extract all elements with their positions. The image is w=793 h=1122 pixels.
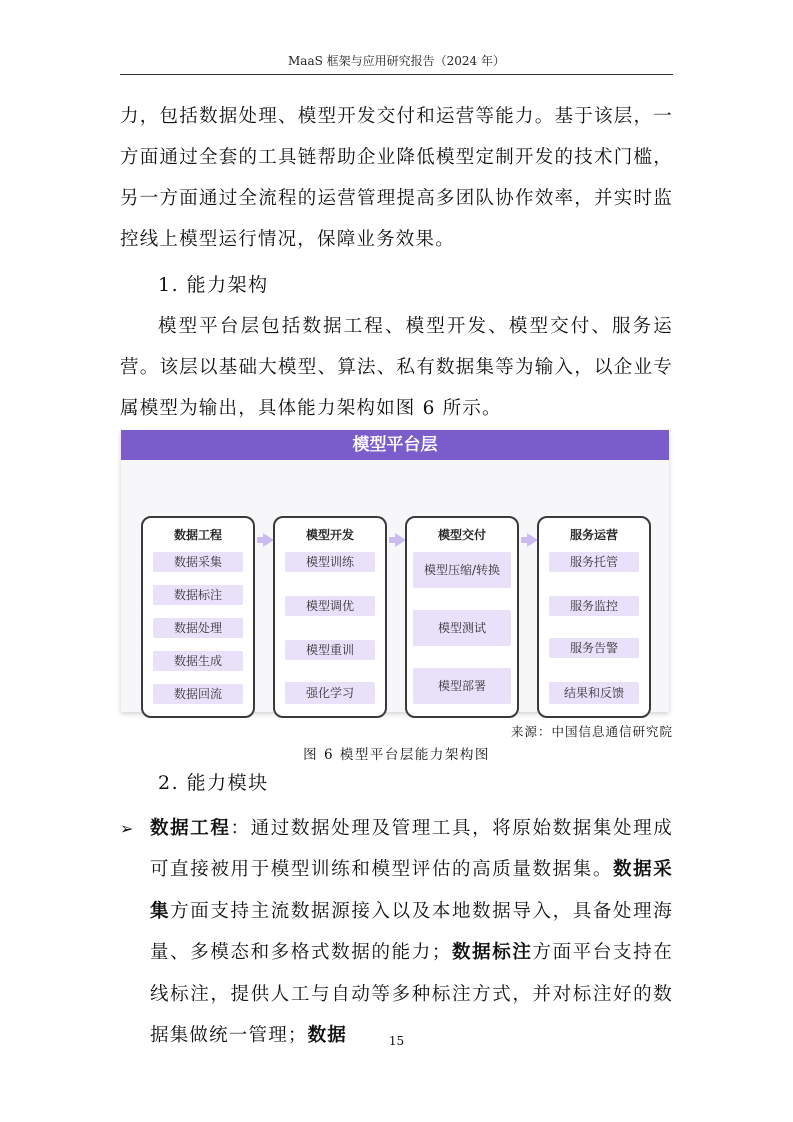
section-heading-capability-architecture: 1. 能力架构: [158, 274, 269, 296]
page-number: 15: [388, 1034, 405, 1048]
term-data-annotation: 数据标注: [451, 942, 533, 964]
bullet-data-engineering: [120, 808, 673, 1056]
term-data-continued: 数据: [307, 1025, 348, 1047]
column-model-delivery: [405, 516, 519, 718]
section-heading-capability-modules: 2. 能力模块: [158, 772, 269, 794]
figure-source: 来源：中国信息通信研究院: [510, 724, 673, 739]
architecture-figure: [121, 430, 669, 712]
section1-paragraph: 模型平台层包括数据工程、模型开发、模型交付、服务运营。该层以基础大模型、算法、私有数据集等为输入，以企业专属模型为输出，具体能力架构如图 6 所示。: [120, 316, 673, 419]
chip-item: 数据处理: [153, 618, 243, 638]
figure-body: [121, 460, 669, 712]
chip-item: 数据回流: [153, 684, 243, 704]
chip-item: 模型调优: [285, 596, 375, 616]
chip-item: 数据标注: [153, 585, 243, 605]
chip-item: 服务托管: [549, 552, 639, 572]
chip-item: 模型压缩/转换: [413, 552, 511, 588]
column-title: 服务运营: [569, 528, 618, 542]
column-title: 模型开发: [305, 528, 354, 542]
column-service-operations: [537, 516, 651, 718]
bullet-segment: 方面平台支持在线标注，提供人工与自动等多种标注方式，并对标注好的数据集做统一管理；: [150, 942, 673, 1047]
chip-item: 强化学习: [285, 682, 375, 704]
bullet-arrow-icon: ➢: [120, 819, 134, 838]
term-data-collection: 数据采集: [150, 859, 673, 922]
column-title: 数据工程: [173, 528, 222, 542]
chip-item: 服务告警: [549, 638, 639, 658]
term-data-engineering: 数据工程: [150, 818, 231, 839]
bullet-text: [150, 808, 673, 1056]
running-header: MaaS 框架与应用研究报告（2024 年）: [120, 52, 673, 75]
chip-item: 数据生成: [153, 651, 243, 671]
figure-title: 模型平台层: [121, 430, 669, 460]
figure-caption: 图 6 模型平台层能力架构图: [303, 747, 490, 763]
chip-item: 模型测试: [413, 610, 511, 646]
chip-item: 数据采集: [153, 552, 243, 572]
bullet-segment: ：通过数据处理及管理工具，将原始数据集处理成可直接被用于模型训练和模型评估的高质量数据集。: [150, 818, 673, 881]
chip-item: 模型训练: [285, 552, 375, 572]
chip-item: 模型重训: [285, 640, 375, 660]
column-model-development: [273, 516, 387, 718]
chip-item: 结果和反馈: [549, 682, 639, 704]
bullet-segment: 方面支持主流数据源接入以及本地数据导入，具备处理海量、多模态和多格式数据的能力；: [150, 900, 673, 964]
intro-paragraph: 力，包括数据处理、模型开发交付和运营等能力。基于该层，一方面通过全套的工具链帮助企业降低模型定制开发的技术门槛，另一方面通过全流程的运营管理提高多团队协作效率，并实时监控线上模型运行情况，保障业务效果。: [120, 106, 673, 250]
column-data-engineering: [141, 516, 255, 718]
column-title: 模型交付: [437, 528, 486, 542]
chip-item: 模型部署: [413, 668, 511, 704]
chip-item: 服务监控: [549, 596, 639, 616]
